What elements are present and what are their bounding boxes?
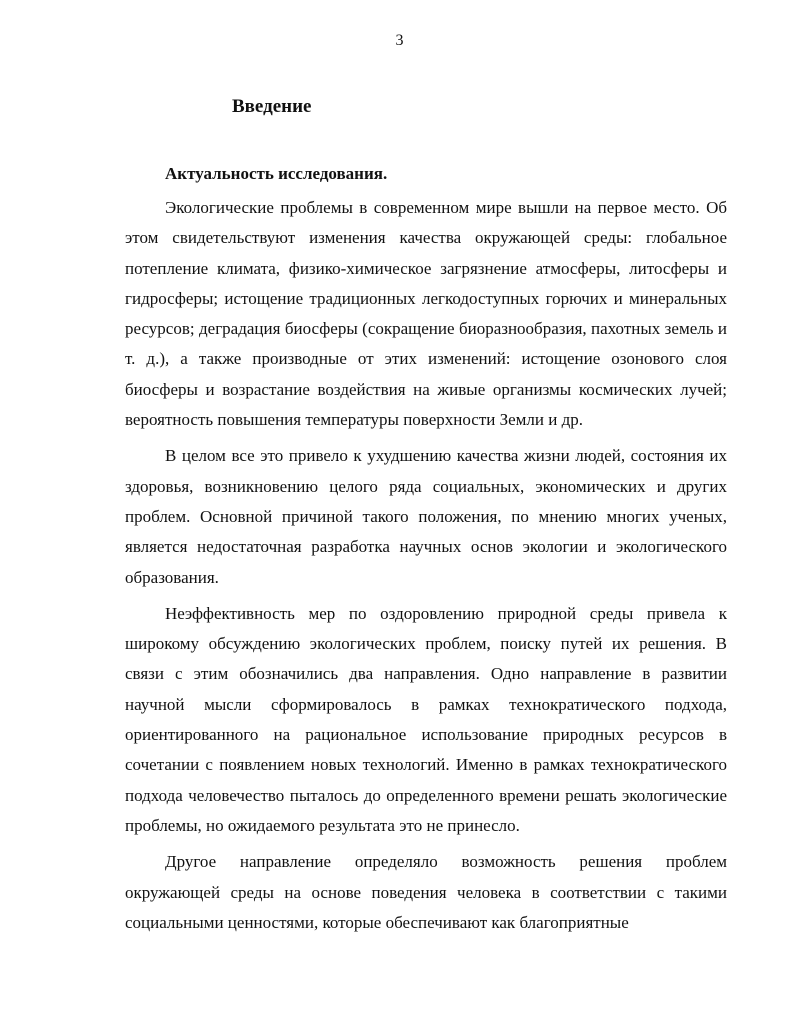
section-heading: Введение	[232, 96, 312, 117]
body-text	[125, 193, 727, 938]
page-number: 3	[395, 32, 404, 49]
paragraph-1: Экологические проблемы в современном мире вышли на первое место. Об этом свидетельствуют изменения качества окружающей среды: глобальное потепление климата, физико-химическое загрязнение атмосферы, литосферы и гидросферы; истощение традиционных легкодоступных горючих и минеральных ресурсов; деградация биосферы (сокращение биоразнообразия, пахотных земель и т. д.), а также производные от этих изменений: истощение озонового слоя биосферы и возрастание воздействия на живые организмы космических лучей; вероятность повышения температуры поверхности Земли и др.	[125, 198, 727, 430]
paragraph-4: Другое направление определяло возможность решения проблем окружающей среды на основе поведения человека в соответствии с такими социальными ценностями, которые обеспечивают как благоприятные	[125, 852, 727, 932]
subsection-heading: Актуальность исследования.	[165, 164, 388, 183]
paragraph-3: Неэффективность мер по оздоровлению природной среды привела к широкому обсуждению экологических проблем, поиску путей их решения. В связи с этим обозначились два направления. Одно направление в развитии научной мысли сформировалось в рамках технократического подхода, ориентированного на рациональное использование природных ресурсов в сочетании с появлением новых технологий. Именно в рамках технократического подхода человечество пыталось до определенного времени решать экологические проблемы, но ожидаемого результата это не принесло.	[125, 603, 727, 835]
paragraph-2: В целом все это привело к ухудшению качества жизни людей, состояния их здоровья, возникновению целого ряда социальных, экономических и других проблем. Основной причиной такого положения, по мнению многих ученых, является недостаточная разработка научных основ экологии и экологического образования.	[125, 446, 727, 587]
